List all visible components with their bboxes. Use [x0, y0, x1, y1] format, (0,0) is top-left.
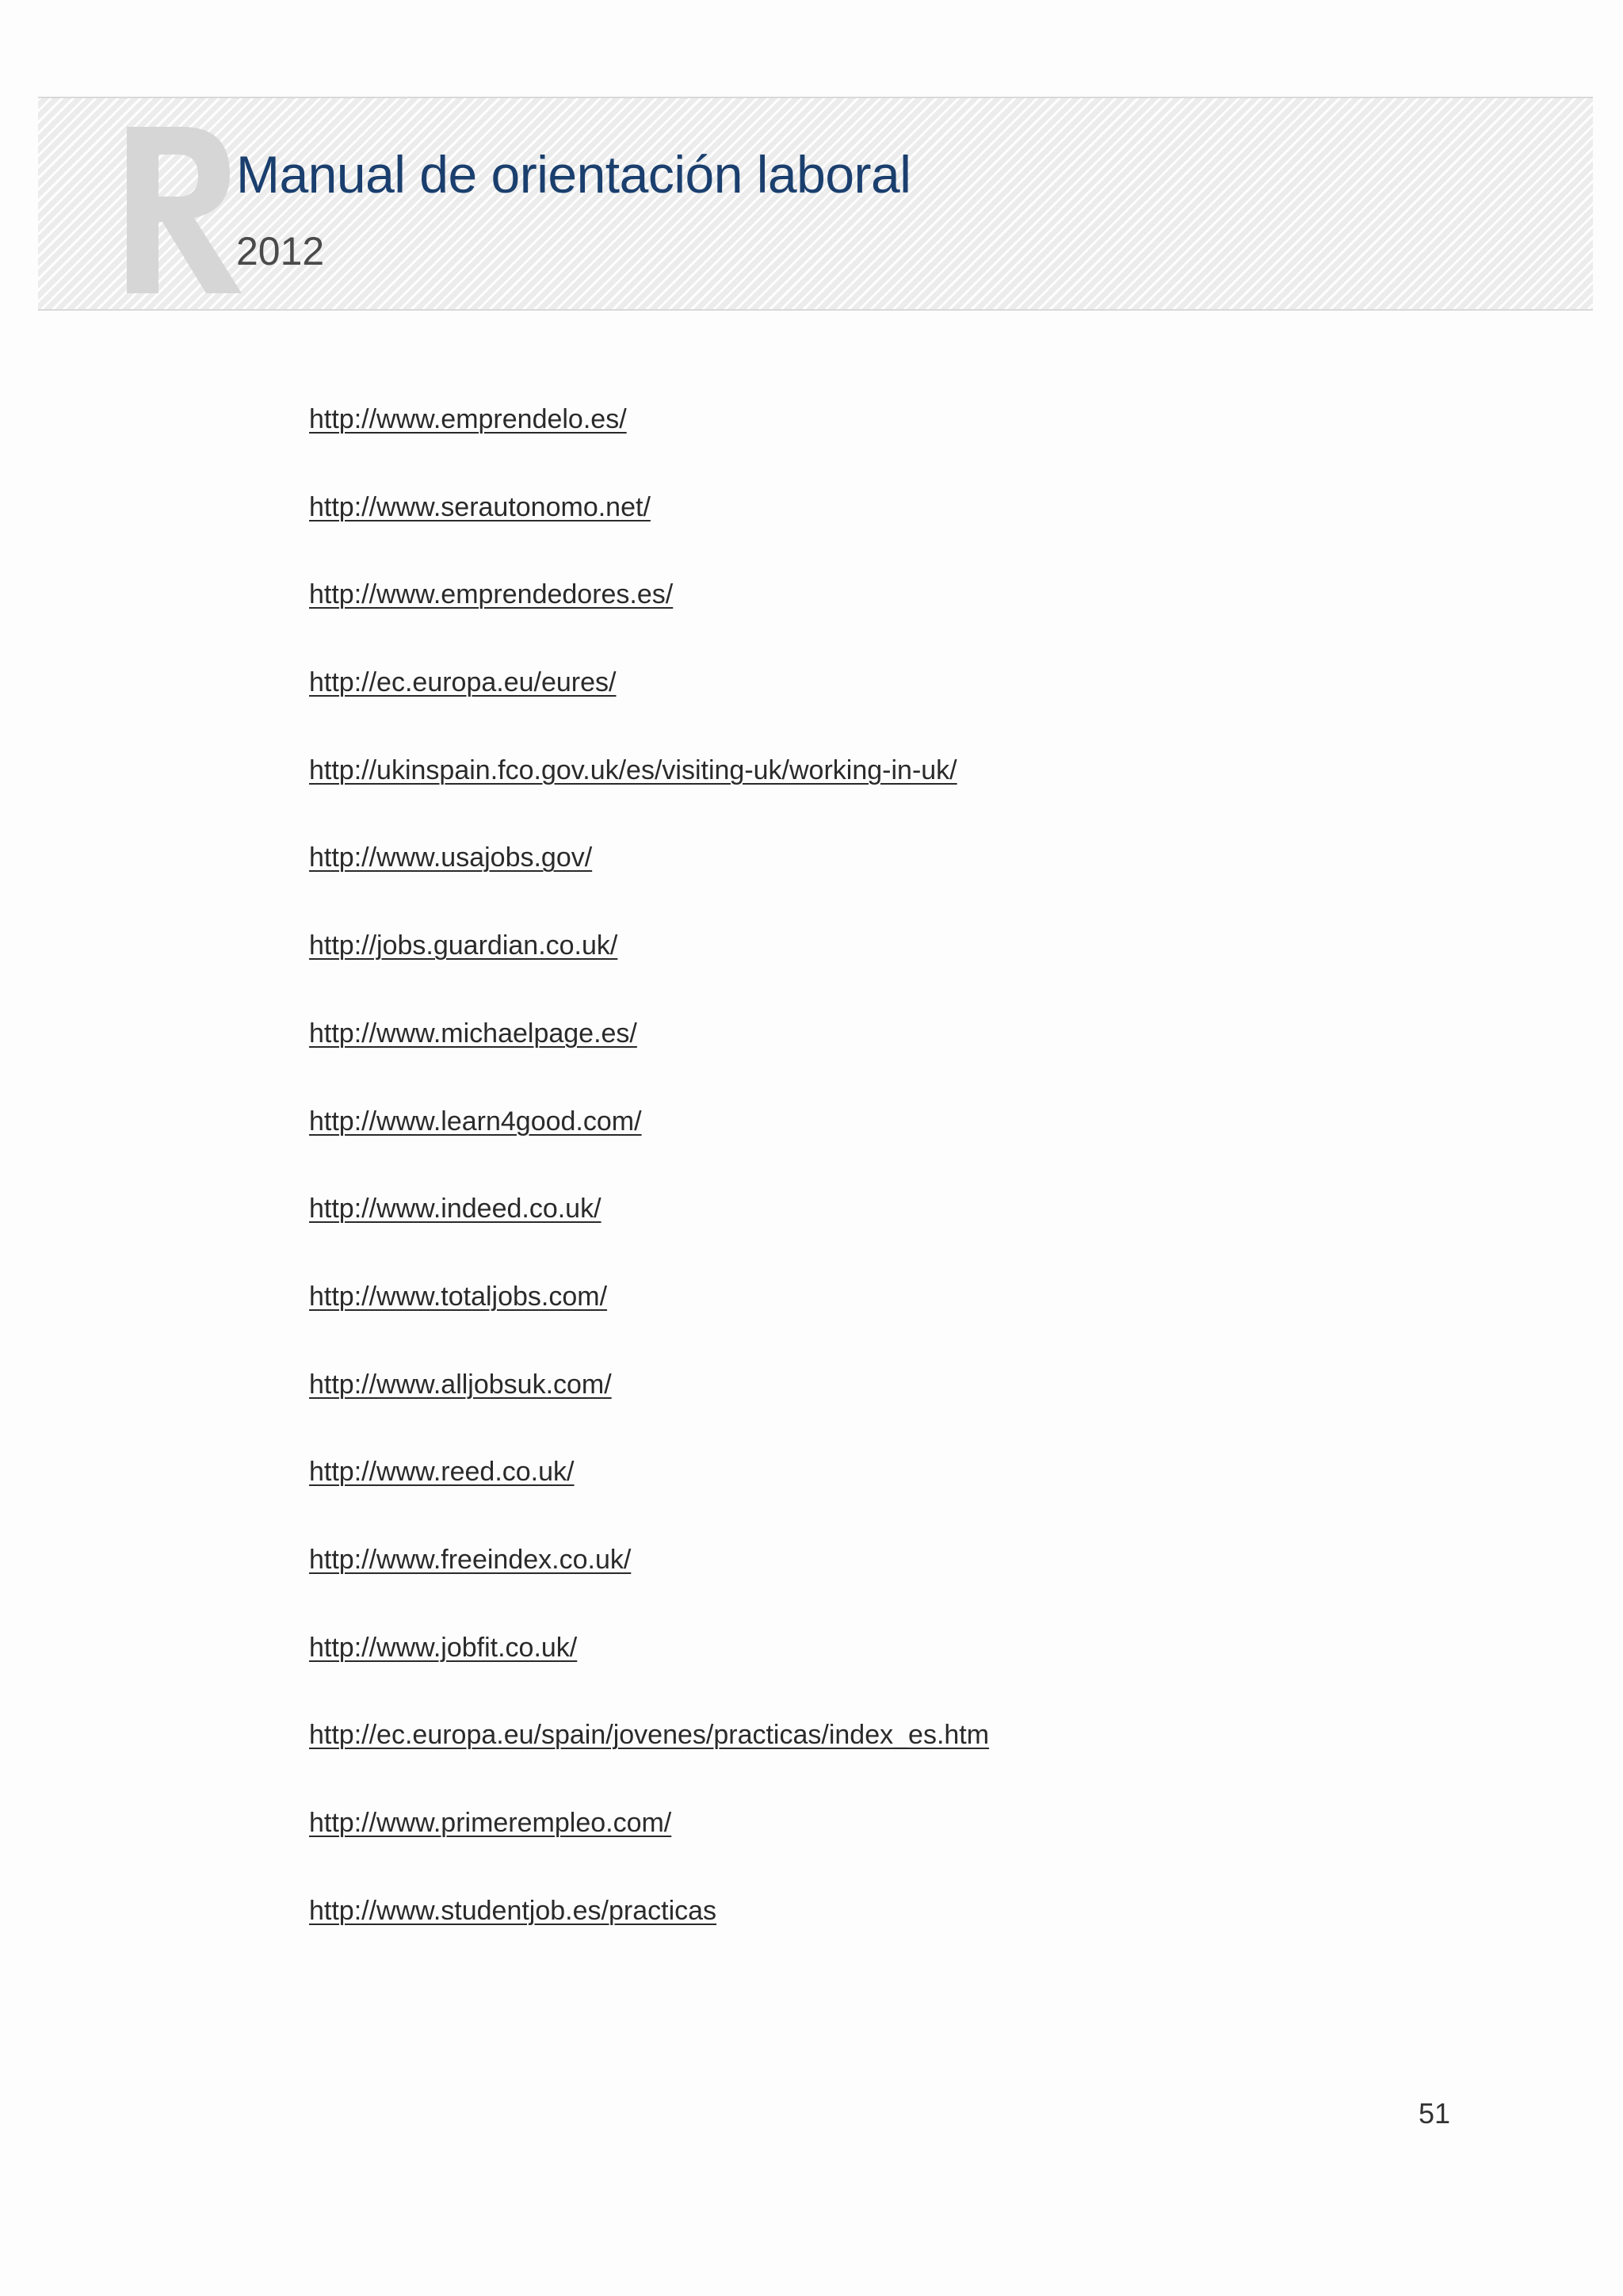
link-indeed[interactable]: http://www.indeed.co.uk/	[309, 1194, 601, 1224]
link-emprendelo[interactable]: http://www.emprendelo.es/	[309, 404, 627, 434]
link-list	[309, 404, 989, 1983]
link-learn4good[interactable]: http://www.learn4good.com/	[309, 1106, 642, 1137]
link-freeindex[interactable]: http://www.freeindex.co.uk/	[309, 1544, 632, 1575]
link-serautonomo[interactable]: http://www.serautonomo.net/	[309, 491, 651, 522]
link-studentjob[interactable]: http://www.studentjob.es/practicas	[309, 1895, 717, 1926]
link-primerempleo[interactable]: http://www.primerempleo.com/	[309, 1808, 672, 1838]
link-alljobsuk[interactable]: http://www.alljobsuk.com/	[309, 1369, 612, 1400]
list-item	[309, 1018, 989, 1106]
list-item	[309, 755, 989, 843]
list-item	[309, 1633, 989, 1721]
list-item	[309, 1370, 989, 1457]
document-year: 2012	[236, 229, 325, 273]
link-usajobs[interactable]: http://www.usajobs.gov/	[309, 842, 593, 873]
link-michaelpage[interactable]: http://www.michaelpage.es/	[309, 1018, 637, 1049]
link-jobfit[interactable]: http://www.jobfit.co.uk/	[309, 1632, 578, 1663]
list-item	[309, 492, 989, 580]
list-item	[309, 1194, 989, 1282]
link-ukinspain[interactable]: http://ukinspain.fco.gov.uk/es/visiting-uk/working-in-uk/	[309, 755, 957, 785]
list-item	[309, 667, 989, 755]
link-reed[interactable]: http://www.reed.co.uk/	[309, 1457, 575, 1488]
document-title: Manual de orientación laboral	[236, 145, 911, 204]
list-item	[309, 1896, 989, 1984]
list-item	[309, 1545, 989, 1633]
page-number: 51	[1419, 2097, 1451, 2130]
list-item	[309, 1457, 989, 1545]
link-guardian-jobs[interactable]: http://jobs.guardian.co.uk/	[309, 930, 618, 961]
link-eures[interactable]: http://ec.europa.eu/eures/	[309, 667, 617, 698]
list-item	[309, 842, 989, 930]
list-item	[309, 404, 989, 492]
list-item	[309, 579, 989, 667]
link-europa-practicas[interactable]: http://ec.europa.eu/spain/jovenes/practicas/index_es.htm	[309, 1720, 990, 1751]
list-item	[309, 1282, 989, 1370]
link-emprendedores[interactable]: http://www.emprendedores.es/	[309, 579, 674, 610]
header-band	[38, 97, 1593, 311]
link-totaljobs[interactable]: http://www.totaljobs.com/	[309, 1281, 608, 1312]
list-item	[309, 1808, 989, 1896]
list-item	[309, 930, 989, 1018]
r-letter-logo-icon	[95, 119, 254, 301]
list-item	[309, 1720, 989, 1808]
list-item	[309, 1106, 989, 1194]
